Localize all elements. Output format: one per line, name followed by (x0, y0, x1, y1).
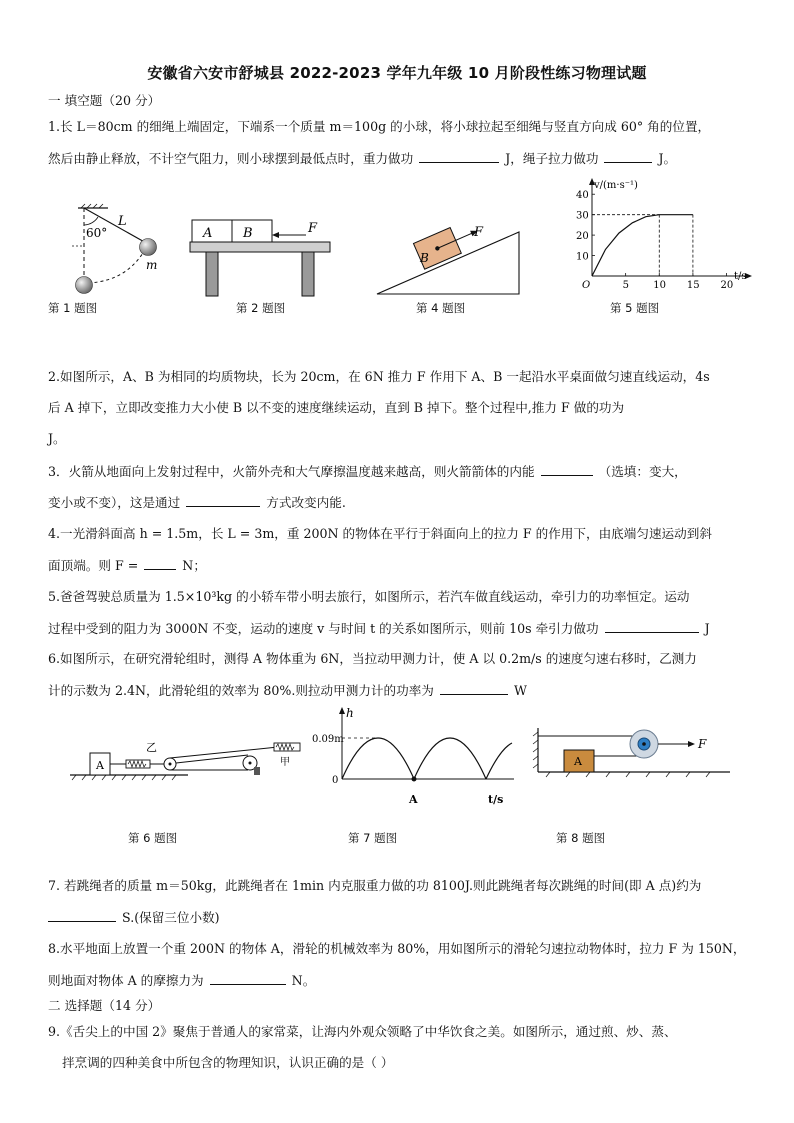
q1-text-c: J。 (658, 151, 677, 166)
y-tick-label: 10 (576, 251, 589, 263)
q2-line2: 后 A 掉下，立即改变推力大小使 B 以不变的速度继续运动，直到 B 掉下。整个过程中,推力 F 做的功为 (48, 400, 625, 415)
x-axis-label: t/s (734, 271, 747, 282)
caption-fig1: 第 1 题图 (48, 301, 98, 315)
q8-text-b: N。 (291, 973, 316, 988)
table-top (190, 242, 330, 252)
q9-line2: 拌烹调的四种美食中所包含的物理知识，认识正确的是（ ） (62, 1055, 394, 1070)
figure-5-velocity-time-chart (568, 176, 754, 294)
ceiling-hatch (81, 204, 103, 208)
label-height: 0.09m (312, 734, 344, 745)
q8-line1: 8.水平地面上放置一个重 200N 的物体 A，滑轮的机械效率为 80%，用如图所示的滑轮匀速拉动物体时，拉力 F 为 150N， (48, 941, 746, 956)
figure-4-incline (374, 222, 524, 298)
q8-text-a: 则地面对物体 A 的摩擦力为 (48, 973, 204, 988)
q2-line1: 2.如图所示，A、B 为相同的均质物块，长为 20cm，在 6N 推力 F 作用下 A、B 一起沿水平桌面做匀速直线运动，4s (48, 369, 710, 384)
q6-line1: 6.如图所示，在研究滑轮组时，测得 A 物体重为 6N，当拉动甲测力计，使 A 以 0.2m/s 的速度匀速右移时，乙测力 (48, 651, 697, 666)
jump-arc-2 (414, 738, 486, 779)
caption-fig8: 第 8 题图 (556, 831, 606, 845)
q4-text-a: 面顶端。则 F = (48, 558, 139, 573)
q6-line2 (48, 682, 754, 699)
q4-line2 (48, 557, 754, 574)
figure-6-pulley-system (68, 733, 318, 783)
label-h: h (346, 706, 354, 720)
q1-line1: 1.长 L＝80cm 的细绳上端固定，下端系一个质量 m＝100g 的小球，将小球拉起至细绳与竖直方向成 60° 角的位置， (48, 119, 711, 134)
q7-text: S.(保留三位小数) (122, 910, 220, 925)
label-A-fig6: A (96, 759, 104, 772)
caption-fig7: 第 7 题图 (348, 831, 398, 845)
q3-line2 (48, 494, 754, 511)
q5-line2 (48, 620, 754, 637)
table-leg-right (302, 252, 314, 296)
q1-answer-blank-2[interactable] (604, 150, 652, 163)
y-tick-label: 20 (576, 231, 589, 243)
y-tick-label: 40 (576, 190, 589, 202)
q6-text-a: 计的示数为 2.4N，此滑轮组的效率为 80%.则拉动甲测力计的功率为 (48, 683, 434, 698)
figure-2-table-blocks (186, 215, 336, 299)
caption-fig2: 第 2 题图 (236, 301, 286, 315)
q3-text-a: 3．火箭从地面向上发射过程中，火箭外壳和大气摩擦温度越来越高，则火箭箭体的内能 (48, 464, 535, 479)
section-heading-choice: 二 选择题（14 分） (48, 998, 161, 1013)
q4-line1: 4.一光滑斜面高 h = 1.5m，长 L = 3m，重 200N 的物体在平行于斜面向上的拉力 F 的作用下，由底端匀速运动到斜 (48, 526, 712, 541)
q3-text-b: （选填：变大， (598, 464, 687, 479)
q5-answer-blank[interactable] (605, 620, 699, 633)
q8-answer-blank[interactable] (210, 972, 286, 985)
label-yi: 乙 (146, 741, 157, 754)
q4-text-b: N； (182, 558, 206, 573)
label-F: F (308, 221, 318, 236)
q6-answer-blank[interactable] (440, 682, 508, 695)
label-A-fig8: A (574, 755, 582, 768)
figure-8-pulley-wall (530, 726, 740, 778)
q9-line1: 9.《舌尖上的中国 2》聚焦于普通人的家常菜，让海内外观众领略了中华饮食之美。如图所示，通过煎、炒、蒸、 (48, 1024, 677, 1039)
q3-answer-blank-2[interactable] (186, 494, 260, 507)
q6-text-b: W (513, 683, 527, 698)
label-F-incline: F (474, 225, 484, 240)
table-leg-left (206, 252, 218, 296)
q5-text-b: J (704, 621, 710, 636)
section-heading-fill: 一 填空题（20 分） (48, 93, 161, 108)
label-zero: 0 (332, 775, 339, 786)
q1-text-b: J，绳子拉力做功 (505, 151, 599, 166)
x-tick-label: 10 (653, 280, 667, 291)
q7-answer-blank[interactable] (48, 909, 116, 922)
q7-line1: 7. 若跳绳者的质量 m＝50kg，此跳绳者在 1min 内克服重力做的功 8100J.则此跳绳者每次跳绳的时间(即 A 点)约为 (48, 878, 702, 893)
label-B: B (243, 226, 253, 241)
series-line-v (592, 215, 693, 276)
figure-1-pendulum (48, 203, 178, 298)
x-tick-label: 15 (686, 280, 700, 291)
label-A: A (203, 226, 213, 241)
q3-line1 (48, 463, 754, 480)
angle-arc (84, 217, 98, 225)
swing-path (88, 244, 148, 283)
caption-fig5: 第 5 题图 (610, 301, 660, 315)
label-F-fig8: F (698, 737, 707, 751)
label-t: t/s (488, 793, 504, 806)
label-B-incline: B (420, 251, 429, 265)
figure-7-jump-height-chart (312, 705, 518, 806)
q8-line2 (48, 972, 754, 989)
origin-label: O (582, 280, 591, 291)
label-angle: 60° (86, 226, 108, 240)
caption-fig4: 第 4 题图 (416, 301, 466, 315)
q1-answer-blank-1[interactable] (419, 150, 499, 163)
caption-fig6: 第 6 题图 (128, 831, 178, 845)
q5-text-a: 过程中受到的阻力为 3000N 不变，运动的速度 v 与时间 t 的关系如图所示，则前 10s 牵引力做功 (48, 621, 599, 636)
ball-raised (140, 239, 157, 256)
point-A (412, 777, 417, 782)
jump-arc-1 (342, 738, 414, 779)
page-title: 安徽省六安市舒城县 2022-2023 学年九年级 10 月阶段性练习物理试题 (147, 64, 647, 82)
label-m: m (146, 258, 158, 272)
ball-lowest (76, 277, 93, 294)
y-tick-label: 30 (576, 210, 589, 222)
q5-line1: 5.爸爸驾驶总质量为 1.5×10³kg 的小轿车带小明去旅行，如图所示，若汽车做直线运动，牵引力的功率恒定。运动 (48, 589, 690, 604)
q1-text-a: 然后由静止释放，不计空气阻力，则小球摆到最低点时，重力做功 (48, 151, 414, 166)
label-A-fig7: A (409, 793, 418, 806)
q2-line3: J。 (48, 431, 66, 446)
q1-line2 (48, 150, 754, 167)
x-tick-label: 5 (622, 280, 630, 291)
q3-text-d: 方式改变内能. (266, 495, 346, 510)
q4-answer-blank[interactable] (144, 557, 176, 570)
label-jia: 甲 (280, 757, 290, 768)
q7-line2 (48, 909, 754, 926)
jump-arc-3 (486, 743, 512, 779)
q3-answer-blank-1[interactable] (541, 463, 593, 476)
q3-text-c: 变小或不变），这是通过 (48, 495, 181, 510)
y-axis-label: v/(m·s⁻¹) (594, 180, 638, 191)
label-L: L (118, 214, 127, 229)
x-tick-label: 20 (720, 280, 734, 291)
pulley-mount (254, 767, 260, 775)
